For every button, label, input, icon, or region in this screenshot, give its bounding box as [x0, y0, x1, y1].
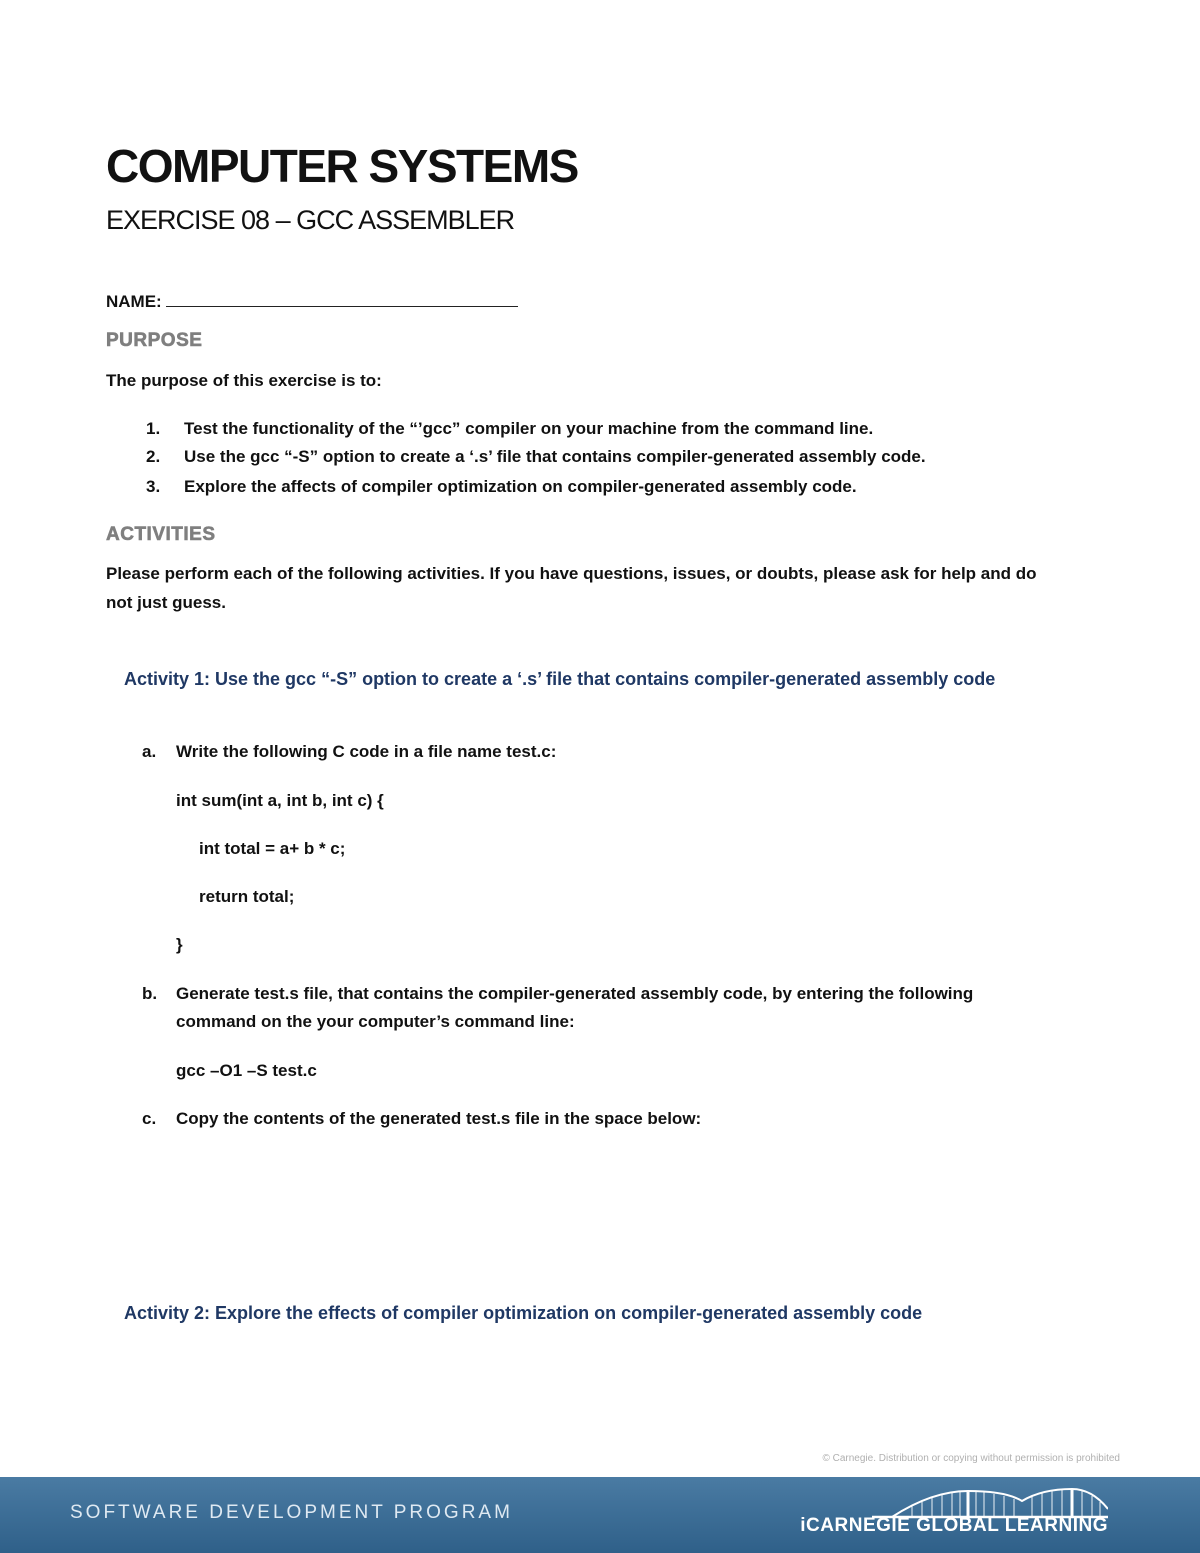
activity-2-heading: Activity 2: Explore the effects of compiler optimization on compiler-generated assembly code [124, 1303, 923, 1323]
step-b-command: gcc –O1 –S test.c [176, 1061, 317, 1080]
code-line-3: return total; [199, 887, 295, 906]
step-b-line-2: command on the your computer’s command line: [176, 1012, 575, 1031]
purpose-intro: The purpose of this exercise is to: [106, 371, 382, 390]
purpose-heading: PURPOSE [106, 330, 203, 351]
purpose-item-number: 1. [146, 419, 161, 438]
step-c-marker: c. [142, 1109, 157, 1128]
program-name: SOFTWARE DEVELOPMENT PROGRAM [70, 1502, 513, 1523]
purpose-item-2 [146, 445, 1046, 469]
name-field [106, 288, 518, 314]
code-line-2: int total = a+ b * c; [199, 839, 346, 858]
activities-intro-line-2: not just guess. [106, 593, 226, 612]
brand-wordmark: iCARNEGIE GLOBAL LEARNING [800, 1515, 1108, 1536]
activities-intro-line-1: Please perform each of the following activities. If you have questions, issues, or doubts, please ask for help and do [106, 564, 1037, 583]
step-c-text: Copy the contents of the generated test.s file in the space below: [176, 1109, 702, 1128]
step-b-line-1: Generate test.s file, that contains the compiler-generated assembly code, by entering the following [176, 984, 974, 1003]
activities-heading: ACTIVITIES [106, 524, 216, 545]
purpose-item-text: Use the gcc “-S” option to create a ‘.s’ file that contains compiler-generated assembly code. [184, 447, 926, 466]
purpose-item-text: Explore the affects of compiler optimization on compiler-generated assembly code. [184, 477, 857, 496]
purpose-item-number: 2. [146, 447, 161, 466]
activity-1-heading: Activity 1: Use the gcc “-S” option to create a ‘.s’ file that contains compiler-generated assembly code [124, 669, 996, 689]
name-label: NAME: [106, 292, 162, 311]
step-b-marker: b. [142, 984, 158, 1003]
step-a-marker: a. [142, 742, 157, 761]
answer-space[interactable] [176, 1140, 1056, 1280]
purpose-item-number: 3. [146, 477, 161, 496]
footer-band [0, 1477, 1200, 1553]
document-title: COMPUTER SYSTEMS [106, 140, 578, 192]
code-line-1: int sum(int a, int b, int c) { [176, 791, 384, 810]
purpose-item-text: Test the functionality of the “’gcc” compiler on your machine from the command line. [184, 419, 874, 438]
name-blank-line[interactable] [166, 288, 518, 307]
purpose-item-3 [146, 475, 1046, 499]
copyright-notice: © Carnegie. Distribution or copying without permission is prohibited [822, 1453, 1120, 1464]
purpose-item-1 [146, 417, 1046, 441]
code-line-4: } [176, 935, 183, 954]
document-subtitle: EXERCISE 08 – GCC ASSEMBLER [106, 205, 515, 235]
step-a-text: Write the following C code in a file name test.c: [176, 742, 557, 761]
